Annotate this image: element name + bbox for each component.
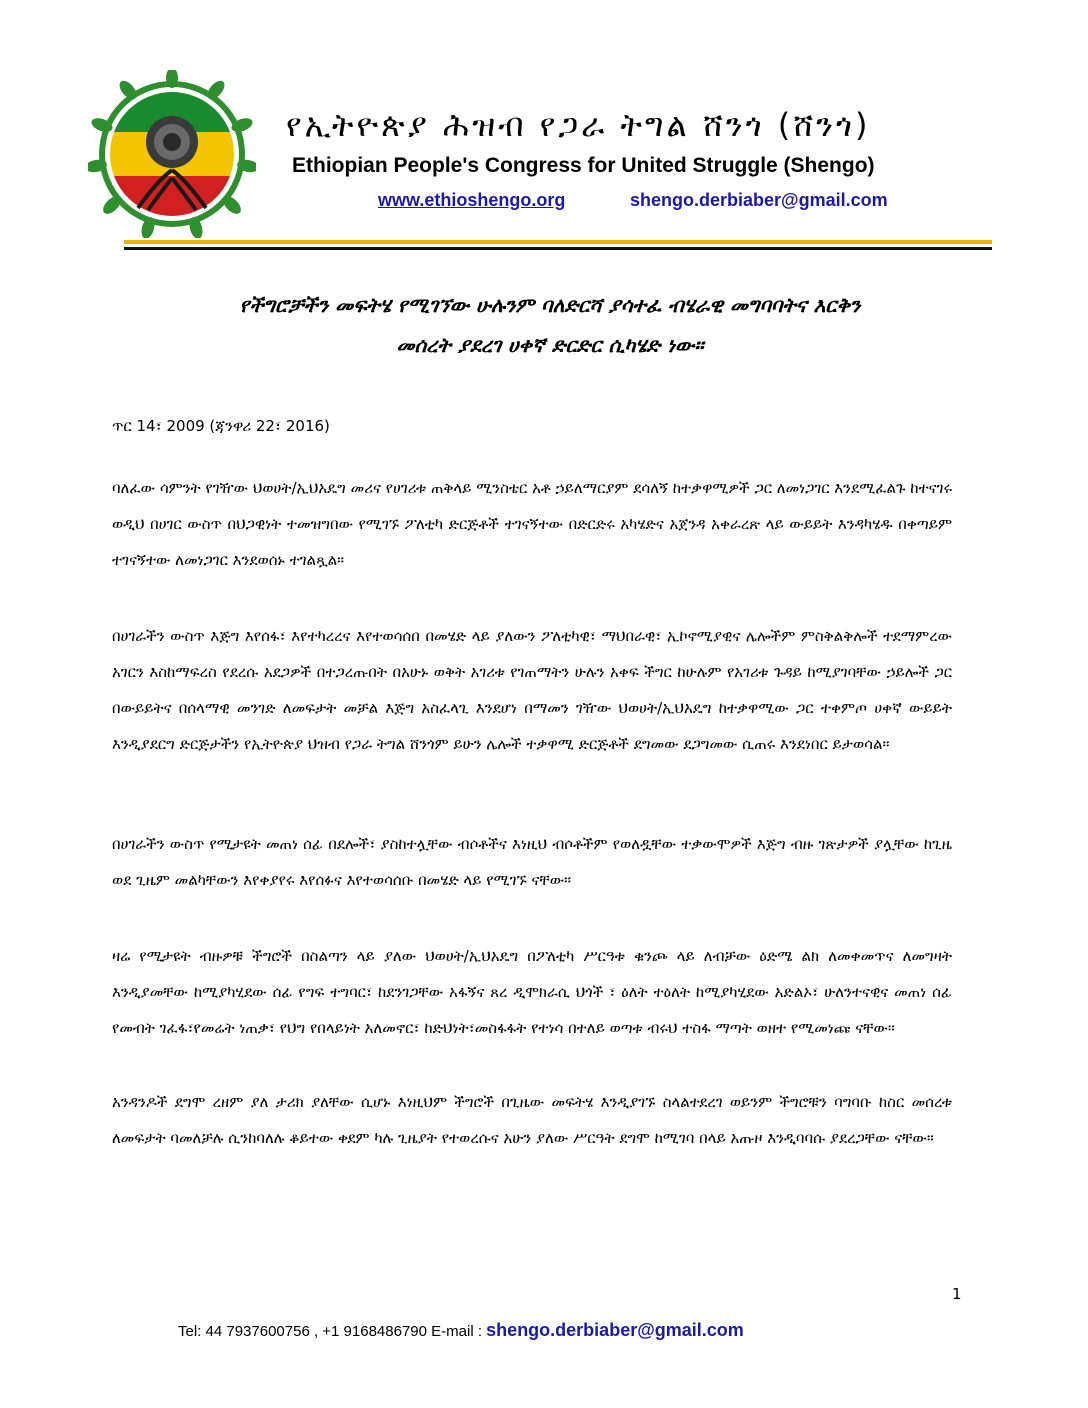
footer-tel: Tel: 44 7937600756 , +1 9168486790 (178, 1323, 427, 1340)
org-title-amharic: የኢትዮጵያ ሕዝብ የጋራ ትግል ሸንጎ (ሸንጎ) (286, 106, 871, 144)
shengo-logo (88, 70, 256, 238)
header-email-link[interactable]: shengo.derbiaber@gmail.com (630, 190, 888, 210)
paragraph: አንዳንዶች ደግሞ ረዘም ያለ ታሪክ ያለቸው ሲሆኑ እነዚህም ችግሮች በጊዜው መፍትሄ እንዲያገኙ ስላልተደረገ ወይንም ችግሮቹን ባግባቡ ከስር መሰረቱ ለመፍታት ባመለቻሉ ሲንከባለሉ ቆይተው ቀደም ካሉ ጊዜያት የተወረሱና አሁን ያለው ሥርዓት ደግሞ ከሚገባ በላይ አጡዞ እንዲባባሱ ያደረጋቸው ናቸው። (112, 1093, 952, 1147)
paragraph: ባለፈው ሳምንት የገዥው ህወሀት/ኢህአዴግ መሪና የሀገሪቱ ጠቅላይ ሚንስቴር አቶ ኃይለማርያም ደሳለኝ ከተቃዋሚዎች ጋር ለመነጋገር እንደሚፈልጉ ከተናገሩ ወዲህ በሀገር ውስጥ በህጋዊነት ተመዝግበው የሚገኙ ፖለቲካ ድርጅቶች ተገናኝተው በድርድሩ አካሄድና አጀንዳ አቀራረጽ ላይ ውይይት እንዳካሄዱ በቀጣይም ተገናኝተው ለመነጋገር እንደወሰኑ ተገልጿል። (112, 479, 952, 569)
header-divider-gold (124, 240, 992, 244)
document-headline (110, 285, 990, 365)
page-number: 1 (952, 1285, 962, 1303)
headline-line-2: መሰረት ያደረገ ሀቀኛ ድርድር ሲካሄድ ነው። (396, 333, 704, 357)
paragraph: በሀገራችን ውስጥ የሚታዩት መጠነ ሰፊ በደሎች፣ ያስከተሏቸው ብሶቶችና እነዚህ ብሶቶችም የወለዷቸው ተቃውሞዎች እጅግ ብዙ ገጽታዎች ያሏቸው ከጊዜ ወደ ጊዜም መልካቸውን እየቀያየሩ እየሰፉና እየተወሳሰቡ በመሄድ ላይ የሚገኙ ናቸው። (112, 835, 952, 889)
paragraph: በሀገራችን ውስጥ እጅግ እየሰፋ፣ እየተካረረና እየተወሳሰበ በመሄድ ላይ ያለውን ፖለቲካዊ፣ ማህበራዊ፣ ኢኮኖሚያዊና ሌሎችም ምስቅልቅሎች ተደማምረው አገርን እስከማፍረስ የደረሱ አደጋዎች በተጋረጡበት በአሁኑ ወቅት አገሪቱ የገጠማትን ሁሉን አቀፍ ችግር ከሁሉም የአገሪቱ ጉዳይ ከሚያገባቸው ኃይሎች ጋር በውይይትና በሰላማዊ መንገድ ለመፍታት መቻል እጅግ አስፈላጊ እንደሆነ በማመን ገዥው ህወሀት/ኢህአዴግ ከተቃዋሚው ጋር ተቀምጦ ሀቀኛ ውይይት እንዲያደርግ ድርጅታችን የኢትዮጵያ ህዝብ የጋራ ትግል ሸንጎም ይሁን ሌሎች ተቃዋሚ ድርጅቶች ደግመው ደጋግመው ሲጠሩ እንደነበር ይታወሳል። (112, 627, 952, 753)
headline-line-1: የችግሮቻችን መፍትሄ የሚገኘው ሁሉንም ባለድርሻ ያሳተፈ ብሄራዊ መግባባትና እርቅን (239, 293, 861, 317)
footer-email-label: E-mail : (431, 1323, 482, 1340)
org-title-english: Ethiopian People's Congress for United Struggle (Shengo) (292, 154, 875, 177)
website-link[interactable]: www.ethioshengo.org (378, 190, 566, 210)
paragraph: ዛሬ የሚታዩት ብዙዎቹ ችግሮች በስልጣን ላይ ያለው ህወሀት/ኢህአዴግ በፖለቲካ ሥርዓቱ ቁንጮ ላይ ለብቻው ዕድሜ ልክ ለመቀመጥና ለመግዛት እንዲያመቸው ከሚያካሂደው ሰፊ የግፍ ተግባር፣ ከደንገጋቸው አፋኝና ጸረ ዲሞክራሲ ህጎች ፣ ዕለት ተዕለት ከሚያካሂደው አድልኦ፣ ሁለንተናዊና መጠነ ሰፊ የመብት ገፈፋ፣የመሬት ነጠቃ፣ የህግ የበላይነት አለመኖር፣ ከድህነት፣መስፋፋት የተነሳ በተለይ ወጣቱ ብሩህ ተስፋ ማጣት ወዘተ የሚመነጩ ናቸው። (112, 947, 952, 1037)
document-date: ጥር 14፣ 2009 (ጃንዋሪ 22፣ 2016) (112, 417, 330, 435)
shengo-emblem-icon (88, 70, 256, 238)
footer-email-link[interactable]: shengo.derbiaber@gmail.com (486, 1320, 744, 1340)
header-divider-black (124, 247, 992, 250)
footer-contact (178, 1320, 744, 1341)
